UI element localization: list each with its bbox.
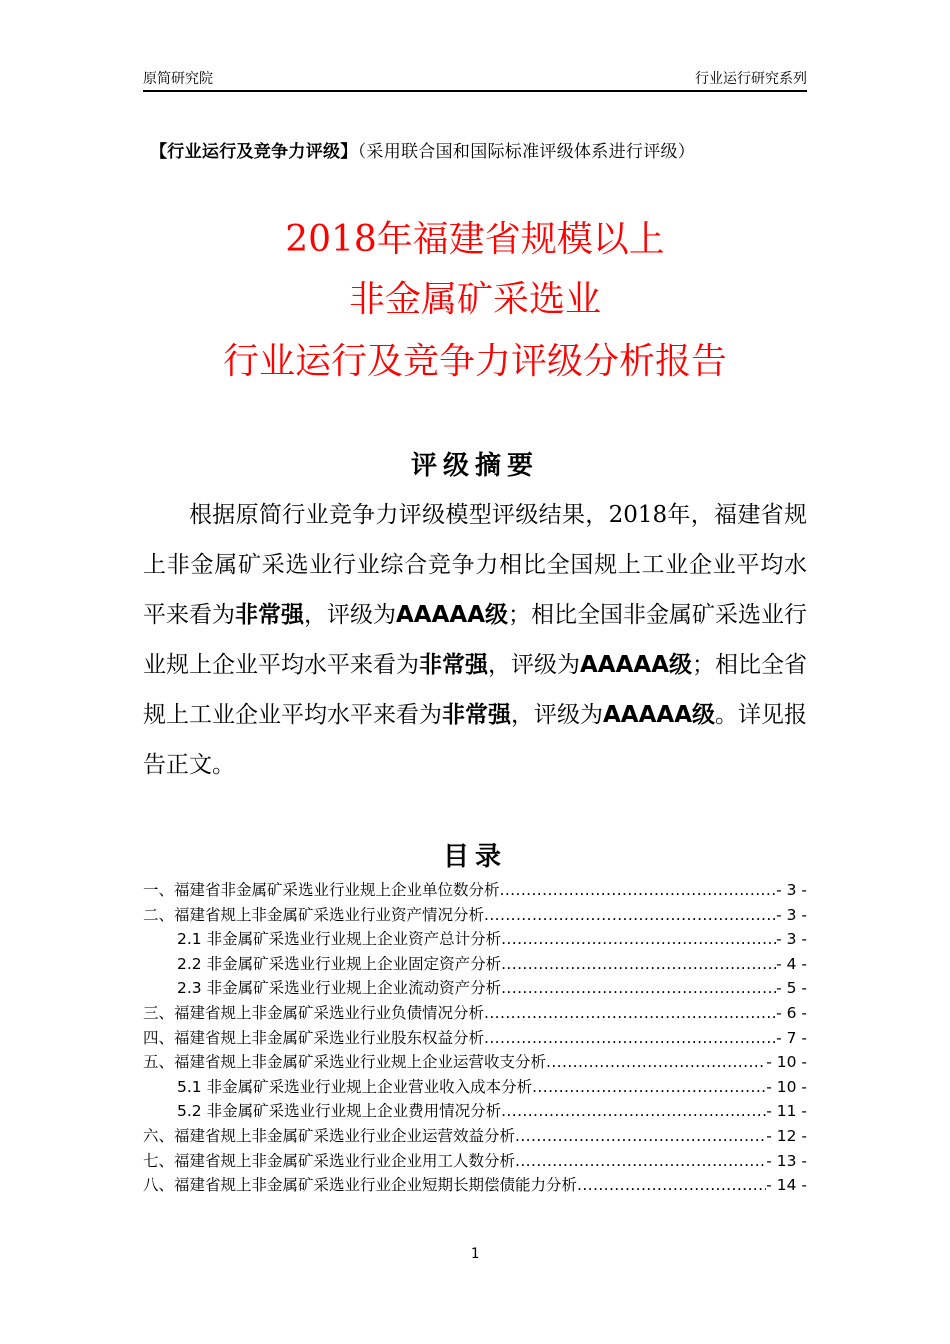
toc-subentry[interactable]: [143, 976, 807, 1001]
table-of-contents: [143, 878, 807, 1198]
toc-entry-page: - 14 -: [766, 1176, 807, 1195]
report-title-line-1: 2018年福建省规模以上: [285, 219, 665, 260]
toc-dot-leader: [515, 1149, 766, 1174]
toc-dot-leader: [484, 1001, 776, 1026]
toc-dot-leader: [501, 952, 776, 977]
page-header: [143, 66, 807, 92]
summary-text: ，评级为: [488, 652, 580, 678]
toc-entry[interactable]: [143, 878, 807, 903]
toc-entry[interactable]: [143, 1050, 807, 1075]
summary-text: ；相比全国非金属矿采选业行业规上企业平均水平来看为: [143, 602, 808, 678]
toc-entry[interactable]: [143, 1124, 807, 1149]
toc-entry-page: - 7 -: [776, 1028, 807, 1047]
toc-entry-label: 六、福建省规上非金属矿采选业行业企业运营效益分析: [143, 1126, 516, 1145]
toc-entry-page: - 10 -: [766, 1077, 807, 1096]
toc-entry-label: 5.2 非金属矿采选业行业规上企业费用情况分析: [177, 1102, 502, 1121]
rating-strength: 非常强: [419, 652, 488, 678]
toc-entry[interactable]: [143, 1001, 807, 1026]
toc-entry-label: 2.1 非金属矿采选业行业规上企业资产总计分析: [177, 930, 502, 949]
toc-dot-leader: [501, 927, 776, 952]
toc-entry[interactable]: [143, 1026, 807, 1051]
toc-entry-page: - 11 -: [766, 1102, 807, 1121]
toc-entry[interactable]: [143, 1149, 807, 1174]
rating-grade: AAAAA级: [580, 652, 693, 678]
summary-text: 根据原简行业竞争力评级模型评级结果，2018年，福建省规上非金属矿采选业行业综合竞争力相比全国规上工业企业平均水平来看为: [143, 502, 807, 628]
toc-subentry[interactable]: [143, 1075, 807, 1100]
toc-dot-leader: [546, 1050, 766, 1075]
toc-dot-leader: [484, 1026, 776, 1051]
toc-entry-page: - 10 -: [766, 1053, 807, 1072]
report-title-line-2: 非金属矿采选业: [348, 279, 601, 320]
toc-entry-label: 三、福建省规上非金属矿采选业行业负债情况分析: [143, 1003, 485, 1022]
summary-text: 。详见报告正文。: [143, 702, 808, 778]
report-title-line-3: 行业运行及竞争力评级分析报告: [222, 341, 727, 382]
toc-dot-leader: [501, 1099, 766, 1124]
toc-entry-label: 四、福建省规上非金属矿采选业行业股东权益分析: [143, 1028, 485, 1047]
toc-entry-page: - 13 -: [766, 1151, 807, 1170]
toc-entry-page: - 3 -: [776, 905, 807, 924]
toc-entry[interactable]: [143, 903, 807, 928]
page-number: 1: [470, 1246, 480, 1262]
toc-dot-leader: [532, 1075, 766, 1100]
toc-entry-page: - 4 -: [776, 954, 807, 973]
summary-paragraph: [143, 490, 807, 790]
toc-dot-leader: [501, 976, 776, 1001]
rating-grade: AAAAA级: [603, 702, 716, 728]
toc-entry-page: - 3 -: [776, 881, 807, 899]
toc-subentry[interactable]: [143, 927, 807, 952]
rating-tagline: [150, 137, 800, 162]
toc-entry-label: 5.1 非金属矿采选业行业规上企业营业收入成本分析: [177, 1077, 533, 1096]
toc-subentry[interactable]: [143, 952, 807, 977]
toc-entry-label: 二、福建省规上非金属矿采选业行业资产情况分析: [143, 905, 485, 924]
toc-entry-label: 2.2 非金属矿采选业行业规上企业固定资产分析: [177, 954, 502, 973]
summary-text: ；相比全省规上工业企业平均水平来看为: [143, 652, 808, 728]
summary-text: ，评级为: [304, 602, 396, 628]
rating-strength: 非常强: [235, 602, 304, 628]
summary-text: ，评级为: [511, 702, 603, 728]
toc-entry-page: - 6 -: [776, 1003, 807, 1022]
toc-entry-label: 七、福建省规上非金属矿采选业行业企业用工人数分析: [143, 1151, 516, 1170]
toc-heading: 目录: [442, 842, 507, 872]
toc-entry-label: 五、福建省规上非金属矿采选业行业规上企业运营收支分析: [143, 1053, 547, 1072]
toc-entry-page: - 5 -: [776, 979, 807, 998]
tagline-paren: （采用联合国和国际标准评级体系进行评级）: [357, 142, 696, 162]
summary-heading: 评级摘要: [410, 451, 539, 481]
toc-entry-page: - 12 -: [766, 1126, 807, 1145]
toc-entry-page: - 3 -: [776, 930, 807, 949]
toc-dot-leader: [500, 878, 777, 903]
rating-strength: 非常强: [442, 702, 511, 728]
rating-grade: AAAAA级: [396, 602, 509, 628]
header-series-name: 行业运行研究系列: [695, 71, 807, 87]
toc-entry-label: 一、福建省非金属矿采选业行业规上企业单位数分析: [143, 881, 500, 899]
toc-dot-leader: [484, 903, 776, 928]
header-org-name: 原简研究院: [143, 71, 213, 87]
toc-dot-leader: [577, 1173, 766, 1198]
toc-dot-leader: [515, 1124, 766, 1149]
toc-entry-label: 八、福建省规上非金属矿采选业行业企业短期长期偿债能力分析: [143, 1176, 578, 1195]
toc-entry-label: 2.3 非金属矿采选业行业规上企业流动资产分析: [177, 979, 502, 998]
toc-entry[interactable]: [143, 1173, 807, 1198]
toc-subentry[interactable]: [143, 1099, 807, 1124]
tagline-bracket: 【行业运行及竞争力评级】: [150, 142, 358, 162]
